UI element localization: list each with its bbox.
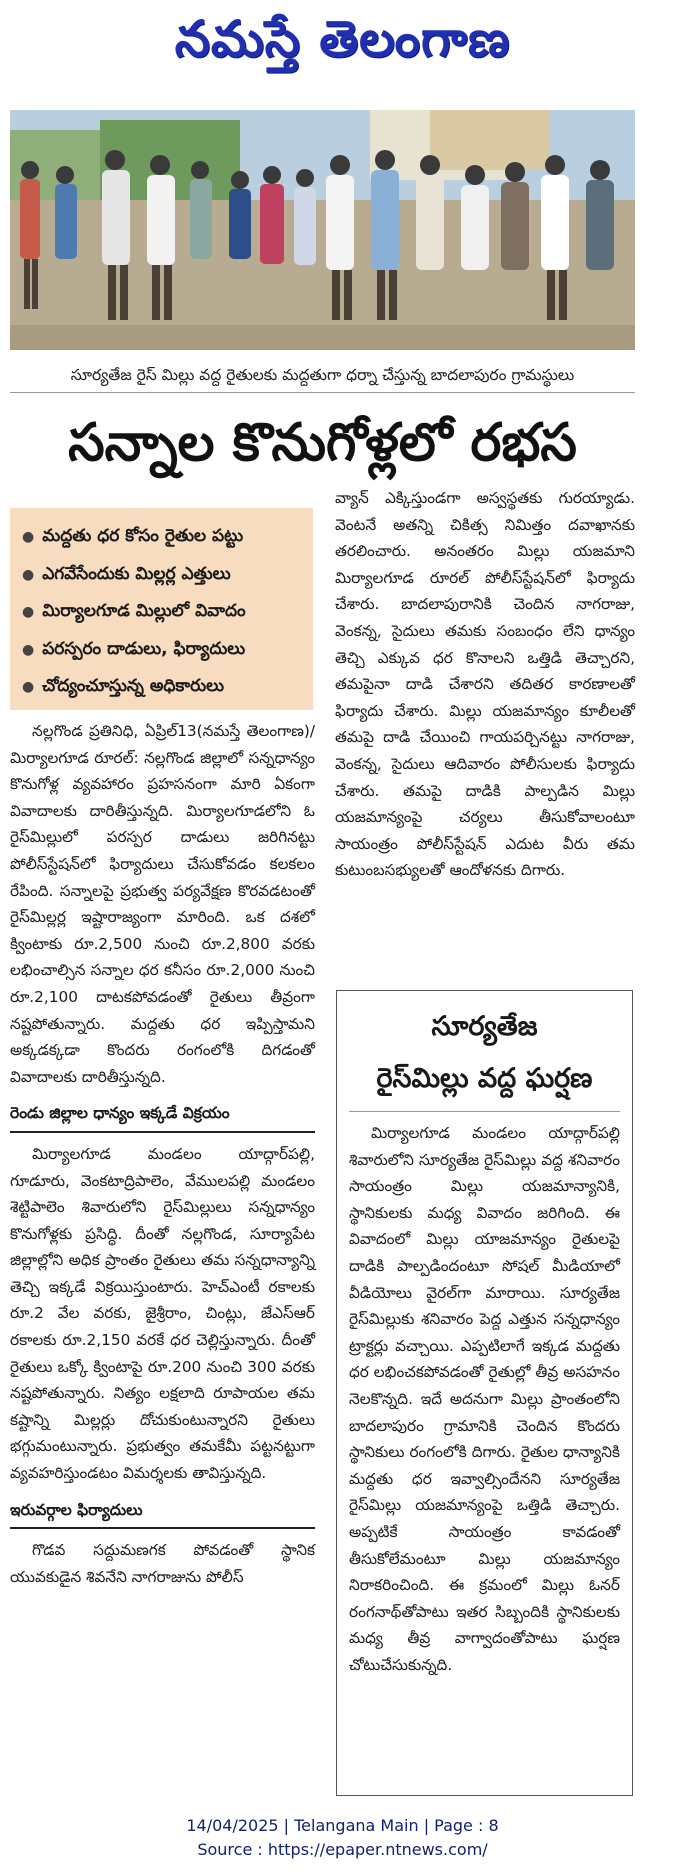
bullet-icon: ● bbox=[22, 641, 35, 658]
bullet-icon: ● bbox=[22, 529, 35, 545]
highlight-item bbox=[22, 556, 303, 594]
page-footer bbox=[0, 1814, 685, 1862]
highlight-item bbox=[22, 631, 303, 669]
article-paragraph: నల్లగొండ ప్రతినిధి, ఏప్రిల్13(నమస్తే తెలంగాణ)/మిర్యాలగూడ రూరల్: నల్లగొండ జిల్లాలో సన్నధాన్యం కొనుగోళ్ల వ్యవహారం ప్రహసనంగా మారి ఏకంగా వివాదాలకు దారితీస్తున్నది. మిర్యాలగూడలోని ఓ రైస్‌మిల్లులో పరస్పర దాడులు జరిగినట్టు పోలీస్‌స్టేషన్‌లో ఫిర్యాదులు చేసుకోవడం కలకలం రేపింది. సన్నాలపై ప్రభుత్వ పర్యవేక్షణ కొరవడటంతో రైస్‌మిల్లర్ల ఇష్టారాజ్యంగా మారింది. ఒక దశలో క్వింటాకు రూ.2,500 నుంచి రూ.2,800 వరకు లభించాల్సిన సన్నాల ధర కనీసం రూ.2,000 నుంచి రూ.2,100 దాటకపోవడంతో రైతులు తీవ్రంగా నష్టపోతున్నారు. మద్దతు ధర ఇప్పిస్తామని అక్కడక్కడా కొందరు రంగంలోకి దిగడంతో వివాదాలకు దారితీస్తున్నది. bbox=[10, 722, 315, 1086]
highlight-item bbox=[22, 668, 303, 706]
article-paragraph: మిర్యాలగూడ మండలం యాద్గార్‌పల్లి, గూడూరు, వెంకటాద్రిపాలెం, వేములపల్లి మండలం శెట్టిపాలెం శివారులోని రైస్‌మిల్లులు సన్నధాన్యం కొనుగోళ్లకు ప్రసిద్ధి. దీంతో నల్లగొండ, సూర్యాపేట జిల్లాల్లోని అధిక ప్రాంతం రైతులు తమ సన్నధాన్యాన్ని తెచ్చి ఇక్కడే విక్రయిస్తుంటారు. హెచ్‌ఎంటీ రకాలకు రూ.2 వేల వరకు, జైశ్రీరాం, చింట్లు, జేఎస్‌ఆర్ రకాలకు రూ.2,150 వరకే ధర చెల్లిస్తున్నారు. దీంతో రైతులు ఒక్కో క్వింటాపై రూ.200 నుంచి 300 వరకు నష్టపోతున్నారు. నిత్యం లక్షలాది రూపాయల తమ కష్టాన్ని మిల్లర్లు దోచుకుంటున్నారని రైతులు భగ్గుమంటున్నారు. ప్రభుత్వం తమకేమీ పట్టనట్టుగా వ్యవహరిస్తుండటం విమర్శలకు తావిస్తున్నది. bbox=[10, 1144, 315, 1483]
article-column-left bbox=[10, 718, 315, 1590]
highlights-box bbox=[10, 508, 313, 710]
sidebar-title-line: రైస్‌మిల్లు వద్ద ఘర్షణ bbox=[376, 1063, 593, 1094]
sidebar-story-body bbox=[349, 1120, 620, 1678]
sidebar-title-line: సూర్యతేజ bbox=[431, 1011, 538, 1042]
highlight-item bbox=[22, 593, 303, 631]
highlight-text: మిర్యాలగూడ మిల్లులో వివాదం bbox=[42, 601, 246, 621]
bullet-icon: ● bbox=[22, 566, 35, 583]
highlight-item bbox=[22, 518, 303, 556]
sidebar-story-title bbox=[349, 1001, 620, 1112]
article-column-right bbox=[335, 485, 635, 884]
highlight-text: మద్దతు ధర కోసం రైతుల పట్టు bbox=[42, 526, 244, 546]
news-photo bbox=[10, 110, 635, 350]
article-paragraph: గొడవ సద్దుమణగక పోవడంతో స్థానిక యువకుడైన శివనేని నాగరాజును పోలీస్ bbox=[10, 1541, 315, 1586]
highlight-text: ఎగవేసేందుకు మిల్లర్ల ఎత్తులు bbox=[42, 563, 231, 584]
edition-info: 14/04/2025 | Telangana Main | Page : 8 bbox=[186, 1816, 499, 1835]
article-subheading: ఇరువర్గాల ఫిర్యాదులు bbox=[10, 1497, 315, 1530]
article-subheading: రెండు జిల్లాల ధాన్యం ఇక్కడే విక్రయం bbox=[10, 1100, 315, 1133]
bullet-icon: ● bbox=[22, 604, 35, 620]
sidebar-paragraph: మిర్యాలగూడ మండలం యాద్గార్‌పల్లి శివారులోని సూర్యతేజ రైస్‌మిల్లు వద్ద శనివారం సాయంత్రం మిల్లు యజమాన్యానికి, స్థానికులకు మధ్య వివాదం జరిగింది. ఈ వివాదంలో మిల్లు యాజమాన్యం రైతులపై దాడికి పాల్పడిందంటూ సోషల్ మీడియాలో వీడియోలు వైరల్‌గా మారాయి. సూర్యతేజ రైస్‌మిల్లుకు శనివారం పెద్ద ఎత్తున సన్నధాన్యం ట్రాక్టర్లు వచ్చాయి. ఎప్పటిలాగే ఇక్కడ మద్దతు ధర లభించకపోవడంతో రైతుల్లో తీవ్ర అసహనం నెలకొన్నది. ఇదే అదనుగా మిల్లు ప్రాంతంలోని బాదలాపురం గ్రామానికి చెందిన కొందరు స్థానికులు రంగంలోకి దిగారు. రైతుల ధాన్యానికి మద్దతు ధర ఇవ్వాల్సిందేనని సూర్యతేజ రైస్‌మిల్లు యజమాన్యంపై ఒత్తిడి తెచ్చారు. అప్పటికే సాయంత్రం కావడంతో తీసుకోలేమంటూ మిల్లు యజమాన్యం నిరాకరించింది. ఈ క్రమంలో మిల్లు ఓనర్ రంగనాథ్‌తోపాటు ఇతర సిబ్బందికి స్థానికులకు మధ్య తీవ్ర వాగ్వాదంతోపాటు ఘర్షణ చోటుచేసుకున్నది. bbox=[349, 1124, 620, 1674]
bullet-icon: ● bbox=[22, 679, 35, 695]
highlight-text: పరస్పరం దాడులు, ఫిర్యాదులు bbox=[42, 638, 246, 659]
source-link[interactable]: Source : https://epaper.ntnews.com/ bbox=[197, 1840, 488, 1859]
article-paragraph: వ్యాన్ ఎక్కిస్తుండగా అస్వస్థతకు గురయ్యాడు. వెంటనే అతన్ని చికిత్స నిమిత్తం దవాఖానకు తరలించారు. అనంతరం మిల్లు యజమాని మిర్యాలగూడ రూరల్ పోలీస్‌స్టేషన్‌లో ఫిర్యాదు చేశారు. బాదలాపురానికి చెందిన నాగరాజు, వెంకన్న, సైదులు తమకు సంబంధం లేని ధాన్యం తెచ్చి ఎక్కువ ధర కొనాలని ఒత్తిడి తెచ్చారని, తమపైనా దాడి చేశారని తదితర కారణాలతో ఫిర్యాదు చేశారు. మిల్లు యజమాన్యం కూలీలతో తమపై దాడి చేయించి గాయపర్చినట్టు నాగరాజు, వెంకన్న, సైదులు ఆదివారం పోలీసులకు ఫిర్యాదు చేశారు. తమపై దాడికి పాల్పడిన మిల్లు యజమాన్యంపై చర్యలు తీసుకోవాలంటూ సాయంత్రం పోలీస్‌స్టేషన్ ఎదుట వీరు తమ కుటుంబసభ్యులతో ఆందోళనకు దిగారు. bbox=[335, 489, 635, 880]
highlight-text: చోద్యంచూస్తున్న అధికారులు bbox=[42, 676, 225, 696]
article-headline: సన్నాల కొనుగోళ్లలో రభస bbox=[68, 413, 577, 473]
photo-caption: సూర్యతేజ రైస్ మిల్లు వద్ద రైతులకు మద్దతుగా ధర్నా చేస్తున్న బాదలాపురం గ్రామస్థులు bbox=[10, 358, 635, 393]
sidebar-story-box bbox=[336, 990, 633, 1796]
newspaper-masthead: నమస్తే తెలంగాణ bbox=[174, 10, 511, 68]
